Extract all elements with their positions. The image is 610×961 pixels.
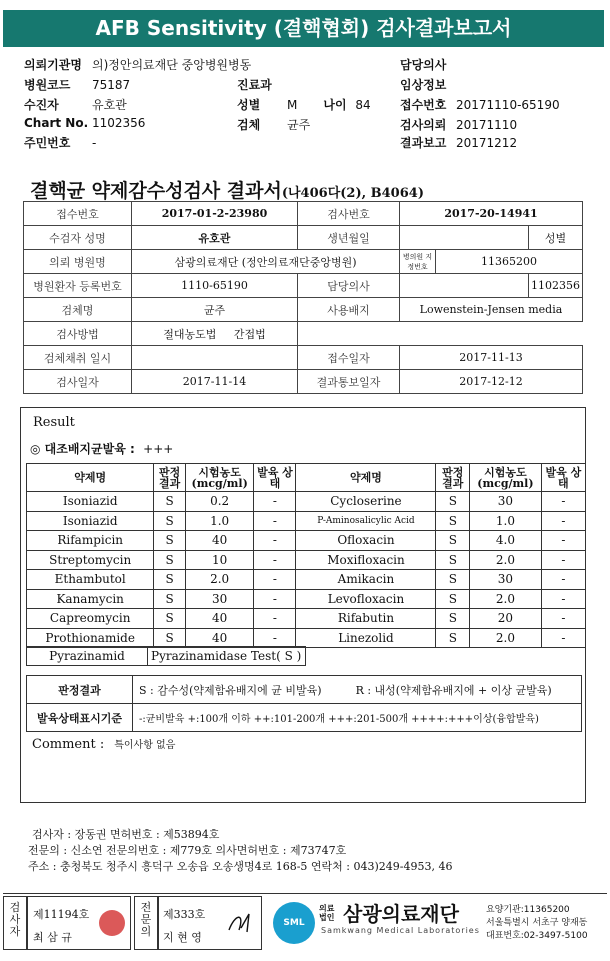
seal-stamp-icon bbox=[99, 910, 125, 936]
table-row: Isoniazid S 1.0 - P-Aminosalicylic Acid S 1.0 - bbox=[27, 511, 586, 531]
doctor-row: 담당의사 bbox=[400, 58, 447, 72]
table-row: Isoniazid S 0.2 - Cycloserine S 30 - bbox=[27, 492, 586, 512]
table-row: 병원환자 등록번호 1110-65190 담당의사 1102356 bbox=[24, 274, 583, 298]
table-row: Capreomycin S 40 - Rifabutin S 20 - bbox=[27, 609, 586, 629]
specimen-row: 검체 균주 bbox=[237, 118, 311, 132]
dept-row: 진료과 bbox=[237, 78, 272, 92]
signature-icon bbox=[225, 908, 257, 938]
recv-row: 접수번호 20171110-65190 bbox=[400, 98, 560, 112]
table-row: Prothionamide S 40 - Linezolid S 2.0 - bbox=[27, 628, 586, 648]
org-name: 삼광의료재단 bbox=[343, 902, 459, 926]
hosp-code-row: 병원코드 75187 bbox=[24, 78, 131, 92]
legend-table: 판정결과 S : 감수성(약제함유배지에 균 비발육) R : 내성(약제함유배지에 + 이상 균발육) 발육상태표시기준 -:균비발육 +:100개 이하 ++:101-200개 +++:201-500개 ++++:+++이상(융합발육) bbox=[26, 675, 582, 732]
sex-row: 성별 M 나이 84 bbox=[237, 98, 371, 112]
org-phone: 대표번호:02-3497-5100 bbox=[486, 931, 588, 941]
signature-area bbox=[3, 893, 607, 954]
footer-line-1: 검사자 : 장동권 면허번호 : 제53894호 bbox=[32, 828, 220, 841]
table-row: 검체명 균주 사용배지 Lowenstein-Jensen media bbox=[24, 298, 583, 322]
table-row: Rifampicin S 40 - Ofloxacin S 4.0 - bbox=[27, 531, 586, 551]
table-row: Streptomycin S 10 - Moxifloxacin S 2.0 - bbox=[27, 550, 586, 570]
sig2-vertical-label: 전문의 bbox=[140, 901, 152, 938]
sig1-number: 제11194호 bbox=[33, 908, 90, 921]
req-row: 검사의뢰 20171110 bbox=[400, 118, 518, 132]
inst-row: 의뢰기관명 의)정안의료재단 중앙병원병동 bbox=[24, 58, 252, 72]
org-address: 서울특별시 서초구 양재동 bbox=[486, 918, 588, 928]
table-row: 검사방법 절대농도법 간접법 bbox=[24, 322, 583, 346]
rrn-row: 주민번호 - bbox=[24, 136, 97, 150]
table-row: Ethambutol S 2.0 - Amikacin S 30 - bbox=[27, 570, 586, 590]
pyrazinamide-row: Pyrazinamid Pyrazinamidase Test( S ) bbox=[26, 646, 306, 666]
clinical-row: 임상정보 bbox=[400, 78, 447, 92]
patient-row: 수진자 유호관 bbox=[24, 98, 127, 112]
result-label: Result bbox=[33, 415, 75, 430]
table-row: 의뢰 병원명 삼광의료재단 (정안의료재단중앙병원) 병의원 지정번호 11365200 bbox=[24, 250, 583, 274]
table-row: 검사일자 2017-11-14 결과통보일자 2017-12-12 bbox=[24, 370, 583, 394]
table-header: 약제명 판정 결과 시험농도 (mcg/ml) 발육 상태 약제명 판정 결과 시험농도 (mcg/ml) 발육 상태 bbox=[27, 464, 586, 492]
org-code: 요양기관:11365200 bbox=[486, 905, 570, 915]
comment: Comment : 특이사항 없음 bbox=[32, 737, 176, 752]
table-row: 접수번호 2017-01-2-23980 검사번호 2017-20-14941 bbox=[24, 202, 583, 226]
org-prefix: 의료법인 bbox=[319, 904, 335, 922]
report-header: AFB Sensitivity (결핵협회) 검사결과보고서 bbox=[3, 10, 604, 47]
table-row: 수검자 성명 유호관 생년월일 성별 bbox=[24, 226, 583, 250]
sig2-number: 제333호 bbox=[163, 908, 206, 921]
footer-line-3: 주소 : 충청북도 청주시 흥덕구 오송읍 오송생명4로 168-5 연락처 : 043)249-4953, 46 bbox=[28, 860, 453, 873]
report-date-row: 결과보고 20171212 bbox=[400, 136, 518, 150]
report-title: 결핵균 약제감수성검사 결과서(나406다(2), B4064) bbox=[30, 180, 424, 202]
table-row: Kanamycin S 30 - Levofloxacin S 2.0 - bbox=[27, 589, 586, 609]
drug-table bbox=[26, 463, 586, 648]
footer-line-2: 전문의 : 신소연 전문의번호 : 제779호 의사면허번호 : 제73747호 bbox=[28, 844, 347, 857]
table-row: 검체채취 일시 접수일자 2017-11-13 bbox=[24, 346, 583, 370]
sig1-name: 최 삼 규 bbox=[33, 931, 72, 944]
patient-info-table bbox=[23, 201, 583, 394]
sml-logo-icon: SML bbox=[273, 902, 315, 944]
chart-row: Chart No. 1102356 bbox=[24, 116, 146, 130]
control-growth: ◎ 대조배지균발육 : +++ bbox=[30, 442, 174, 456]
org-en: Samkwang Medical Laboratories bbox=[321, 926, 480, 935]
sig1-vertical-label: 검사자 bbox=[9, 901, 21, 938]
sig2-name: 지 현 영 bbox=[163, 931, 202, 944]
